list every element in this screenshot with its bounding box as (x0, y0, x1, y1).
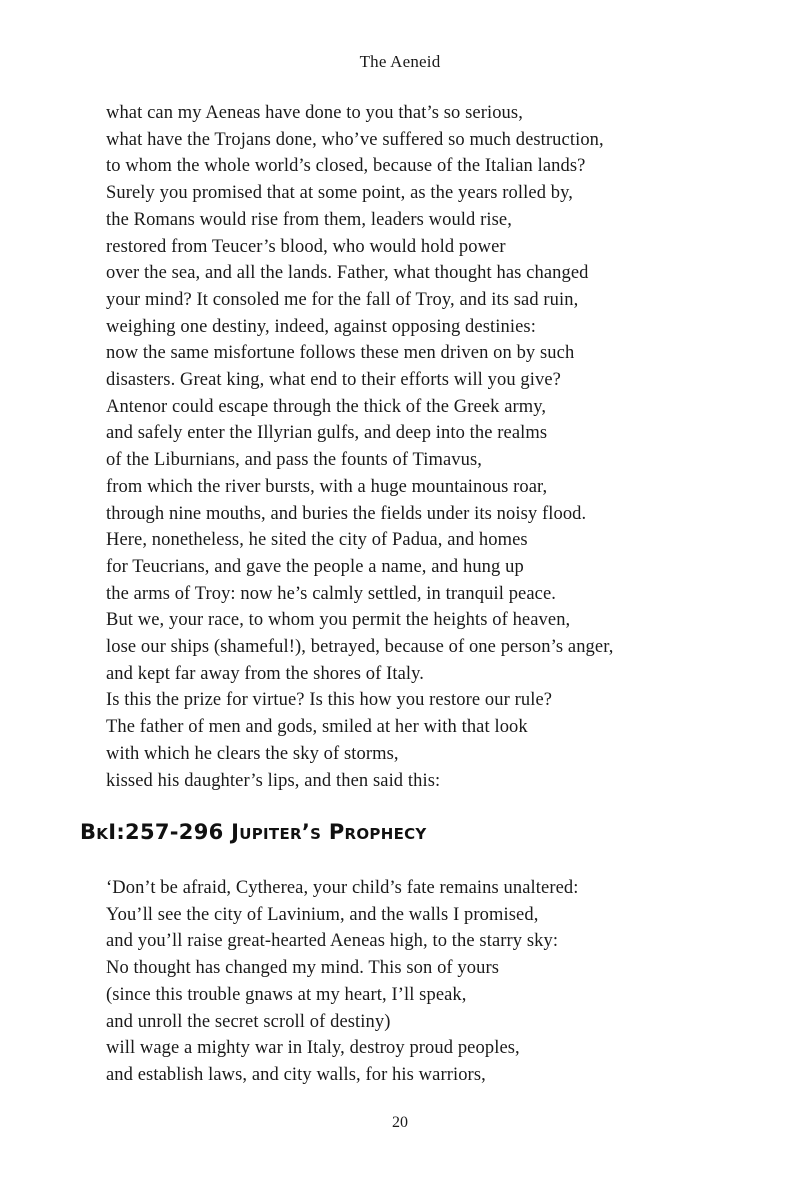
verse-line: and you’ll raise great-hearted Aeneas high, to the starry sky: (106, 931, 559, 952)
verse-line: and kept far away from the shores of Italy. (106, 663, 424, 684)
verse-line: your mind? It consoled me for the fall of Troy, and its sad ruin, (106, 289, 579, 310)
verse-line: But we, your race, to whom you permit the heights of heaven, (106, 610, 571, 631)
verse-line: will wage a mighty war in Italy, destroy proud peoples, (106, 1038, 520, 1059)
verse-line: what have the Trojans done, who’ve suffered so much destruction, (106, 129, 604, 150)
verse-line: for Teucrians, and gave the people a name, and hung up (106, 556, 524, 577)
running-header-title: The Aeneid (359, 52, 441, 71)
verse-line: through nine mouths, and buries the fields under its noisy flood. (106, 503, 587, 524)
verse-line: to whom the whole world’s closed, because of the Italian lands? (106, 156, 586, 177)
verse-line: of the Liburnians, and pass the founts of Timavus, (106, 450, 483, 471)
verse-line: the Romans would rise from them, leaders would rise, (106, 209, 512, 230)
verse-line: Surely you promised that at some point, as the years rolled by, (106, 183, 573, 204)
verse-line: The father of men and gods, smiled at her with that look (106, 717, 528, 738)
verse-line: now the same misfortune follows these men driven on by such (106, 343, 575, 364)
verse-line: with which he clears the sky of storms, (106, 743, 399, 764)
verse-line: No thought has changed my mind. This son of yours (106, 958, 500, 979)
verse-line: kissed his daughter’s lips, and then said this: (106, 770, 441, 791)
verse-passage-2 (106, 875, 726, 1089)
verse-line: restored from Teucer’s blood, who would hold power (106, 236, 506, 257)
verse-line: and unroll the secret scroll of destiny) (106, 1011, 391, 1032)
verse-line: what can my Aeneas have done to you that’s so serious, (106, 103, 523, 123)
verse-line: the arms of Troy: now he’s calmly settled, in tranquil peace. (106, 583, 557, 604)
verse-line: and establish laws, and city walls, for his warriors, (106, 1064, 486, 1085)
verse-line: over the sea, and all the lands. Father, what thought has changed (106, 263, 589, 284)
verse-passage-1 (106, 100, 726, 794)
section-heading: BkI:257-296 Jupiter’s Prophecy (80, 820, 427, 844)
verse-line: disasters. Great king, what end to their efforts will you give? (106, 370, 561, 391)
verse-line: Here, nonetheless, he sited the city of Padua, and homes (106, 530, 528, 551)
verse-line: weighing one destiny, indeed, against opposing destinies: (106, 316, 536, 337)
verse-line: lose our ships (shameful!), betrayed, because of one person’s anger, (106, 637, 614, 658)
verse-line: and safely enter the Illyrian gulfs, and deep into the realms (106, 423, 548, 444)
verse-line: Antenor could escape through the thick of the Greek army, (106, 396, 547, 417)
verse-line: Is this the prize for virtue? Is this how you restore our rule? (106, 690, 553, 711)
verse-line: from which the river bursts, with a huge mountainous roar, (106, 476, 548, 497)
page-number: 20 (392, 1114, 408, 1131)
verse-line: (since this trouble gnaws at my heart, I’ll speak, (106, 984, 467, 1005)
verse-line: ‘Don’t be afraid, Cytherea, your child’s fate remains unaltered: (106, 878, 579, 898)
verse-line: You’ll see the city of Lavinium, and the walls I promised, (106, 904, 539, 925)
